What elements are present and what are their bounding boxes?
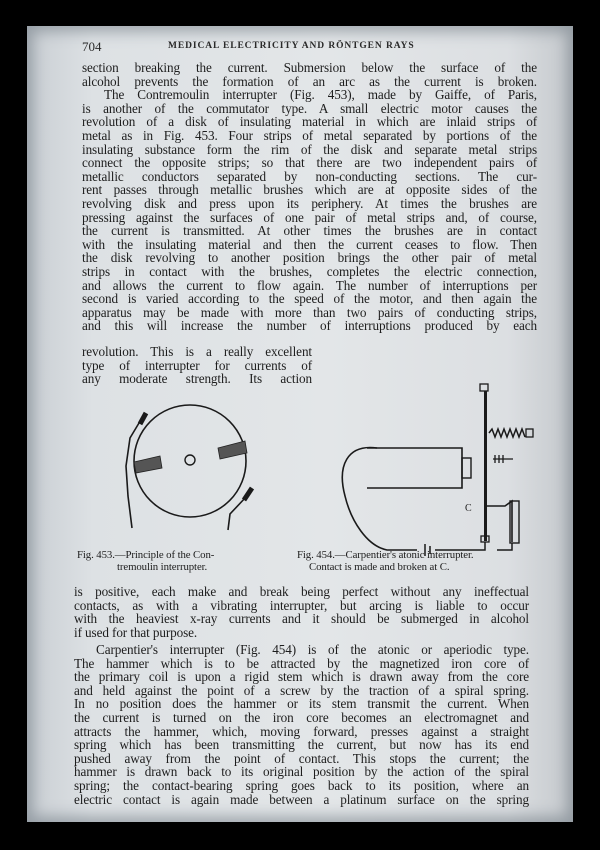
vertical-stem — [484, 391, 487, 541]
para1-line: and allows the current to flow again. The number of interruptions per — [82, 277, 537, 293]
paragraph-wrap-beside-figures — [82, 345, 312, 386]
page-number: 704 — [82, 39, 102, 54]
label-c: C — [465, 503, 472, 514]
para3-line: electric contact is again made between a platinum surface on the spring — [74, 791, 529, 807]
para2-line: contacts, as with a vibrating interrupter, but arcing is liable to occur — [74, 597, 529, 613]
figure-453-caption-line2: tremoulin interrupter. — [117, 561, 208, 573]
circuit-wire-left — [342, 448, 402, 550]
metal-strip-right — [218, 441, 247, 459]
book-page — [27, 26, 573, 822]
wrap-line: revolution. This is a really excellent — [82, 344, 312, 359]
para3-line: hammer is drawn back to its original position by the action of the spiral — [74, 764, 529, 780]
para1-line: insulating substance form the rim of the disk and separate metal strips — [82, 141, 537, 157]
para1-line: the current is transmitted. At other times the brushes are in contact — [82, 223, 537, 239]
para1-line: is another of the commutator type. A small electric motor causes the — [82, 100, 537, 116]
para3-line: attracts the hammer, which, moving forward, presses against a straight — [74, 723, 529, 739]
para1-line: revolution of a disk of insulating material in which are inlaid strips of — [82, 114, 537, 130]
para1-line: alcohol prevents the formation of an arc as the current is broken. — [82, 73, 537, 89]
para1-line: with the insulating material and then the current ceases to flow. Then — [82, 236, 537, 252]
para3-line: spring which has been transmitting the current, but now has its end — [74, 737, 529, 753]
wrap-line: any moderate strength. Its action — [82, 371, 312, 387]
para3-line: and held against the point of a screw by the traction of a spiral spring. — [74, 682, 529, 698]
metal-strip-left — [134, 456, 162, 473]
brush-left — [126, 418, 142, 528]
para1-line: apparatus may be made with more than two pairs of conducting strips, — [82, 304, 537, 320]
para1-line: rent passes through metallic brushes which are at opposite sides of the — [82, 182, 537, 198]
adjusting-screw — [493, 455, 513, 463]
paragraph-contremoulin — [82, 61, 537, 333]
spiral-spring — [489, 429, 525, 437]
brush-right — [228, 497, 246, 530]
para3-line: the primary coil is upon a rigid stem which is drawn away from the core — [74, 669, 529, 685]
figure-454-diagram — [307, 356, 537, 556]
iron-core — [462, 458, 471, 478]
para1-line: The Contremoulin interrupter (Fig. 453), made by Gaiffe, of Paris, — [104, 87, 537, 103]
stem-top-ring — [480, 384, 488, 391]
paragraph-carpentier — [74, 643, 529, 806]
para1-line: metallic conductors separated by non-conducting sections. The cur- — [82, 168, 537, 184]
para2-line: with the heaviest x-ray currents and it should be submerged in alcohol — [74, 611, 529, 627]
figure-454-caption-line2: Contact is made and broken at C. — [309, 561, 450, 573]
para3-line: In no position does the hammer or its stem transmit the current. When — [74, 696, 529, 712]
brush-right-tip — [244, 488, 252, 500]
para2-line: is positive, each make and break being perfect without any ineffectual — [74, 584, 529, 599]
para1-line: metal as in Fig. 453. Four strips of metal separated by portions of the — [82, 127, 537, 143]
para3-line: Carpentier's interrupter (Fig. 454) is of the atonic or aperiodic type. — [96, 642, 529, 657]
paragraph-action — [74, 585, 529, 639]
wrap-line: type of interrupter for currents of — [82, 357, 312, 373]
para3-line: The hammer which is to be attracted by the magnetized iron core of — [74, 655, 529, 671]
para1-line: revolving disk and press upon its periphery. At times the brushes are — [82, 195, 537, 211]
disk-center — [185, 455, 195, 465]
para1-line: second is varied according to the speed of the motor, and then again the — [82, 291, 537, 307]
para1-line: section breaking the current. Submersion below the surface of the — [82, 60, 537, 75]
para1-line: the disk revolving to another position brings the other pair of metal — [82, 250, 537, 266]
figure-453-diagram — [112, 396, 272, 546]
para2-line: if used for that purpose. — [74, 624, 198, 640]
para3-line: spring; the contact-bearing spring goes back to its position, where an — [74, 777, 529, 793]
para1-line: and this will increase the number of interruptions produced by each — [82, 318, 537, 334]
para1-line: connect the opposite strips; so that there are two independent pairs of — [82, 155, 537, 171]
page-header — [82, 39, 502, 55]
figure-454-caption — [297, 549, 473, 573]
para3-line: the current is turned on the iron core becomes an electromagnet and — [74, 709, 529, 725]
spring-anchor — [526, 429, 533, 437]
coil — [367, 448, 462, 488]
figure-453-caption-line1: Fig. 453.—Principle of the Con- — [77, 549, 215, 561]
brush-left-tip — [140, 413, 146, 424]
para3-line: pushed away from the point of contact. This stops the current; the — [74, 750, 529, 766]
para1-line: strips in contact with the brushes, completes the electric connection, — [82, 263, 537, 279]
para1-line: pressing against the surfaces of one pair of metal strips and, of course, — [82, 209, 537, 225]
figure-453-caption — [77, 549, 214, 573]
running-title: MEDICAL ELECTRICITY AND RÖNTGEN RAYS — [168, 41, 415, 51]
figure-454-caption-line1: Fig. 454.—Carpentier's atonic interrupter. — [297, 549, 474, 561]
